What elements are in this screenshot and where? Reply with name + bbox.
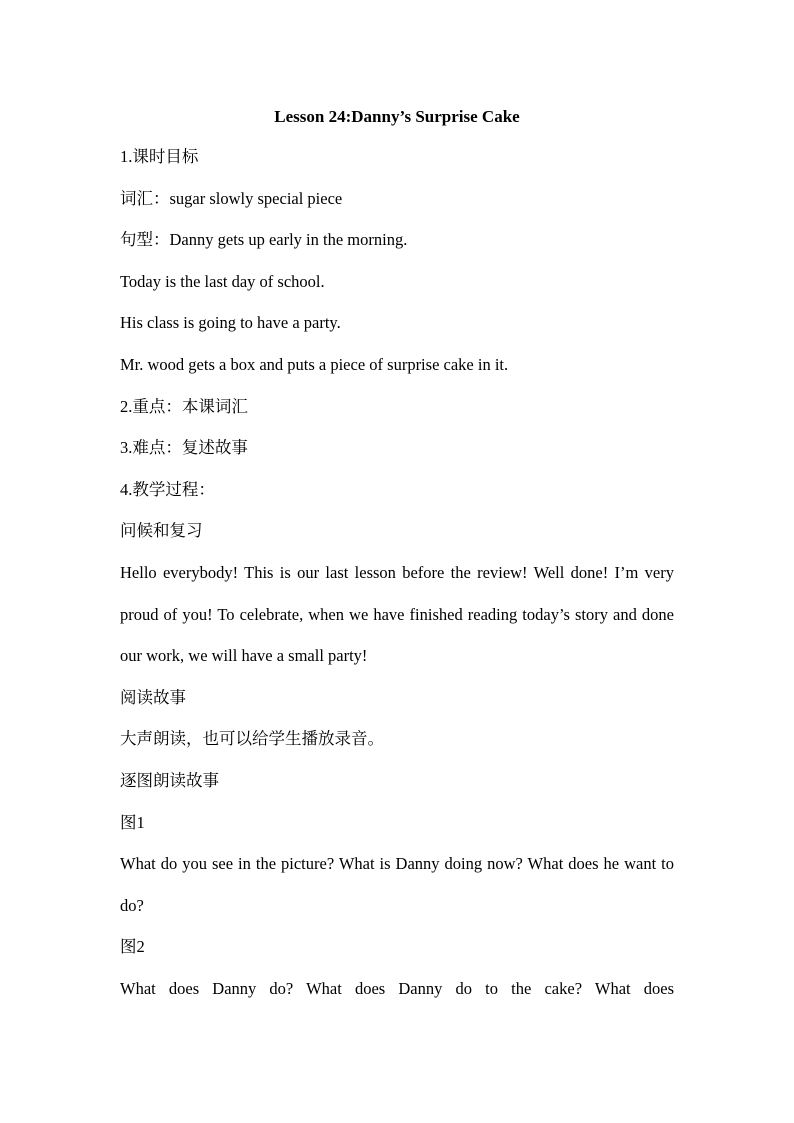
sentence-line: His class is going to have a party. [120,313,341,333]
figure-1-label: 图1 [120,812,145,832]
section-key-points: 2.重点：本课词汇 [120,396,248,416]
section-objectives: 1.课时目标 [120,147,199,166]
vocabulary-line: 词汇：sugar slowly special piece [120,188,343,208]
section-difficulties: 3.难点：复述故事 [120,438,248,458]
sentence-line: Mr. wood gets a box and puts a piece of surprise cake in it. [120,354,509,374]
heading-picture-reading: 逐图朗读故事 [120,770,219,790]
figure-1-questions: What do you see in the picture? What is Danny doing now? What does he want to do? [120,854,674,915]
figure-2-questions: What does Danny do? What does Danny do to the cake? What does [120,978,674,998]
heading-greeting-review: 问候和复习 [120,521,203,541]
greeting-paragraph: Hello everybody! This is our last lesson before the review! Well done! I’m very proud of you! To celebrate, when we have finished reading today’s story and done our work, we will have a small party! [120,562,674,666]
sentence-line: Today is the last day of school. [120,271,325,291]
figure-2-label: 图2 [120,937,145,957]
read-aloud-line: 大声朗读，也可以给学生播放录音。 [120,729,384,749]
document-page [120,98,674,1009]
lesson-title: Lesson 24:Danny’s Surprise Cake [274,107,520,126]
heading-reading: 阅读故事 [120,687,186,707]
section-teaching-process: 4.教学过程： [120,479,215,499]
sentence-pattern-line: 句型：Danny gets up early in the morning. [120,230,408,250]
